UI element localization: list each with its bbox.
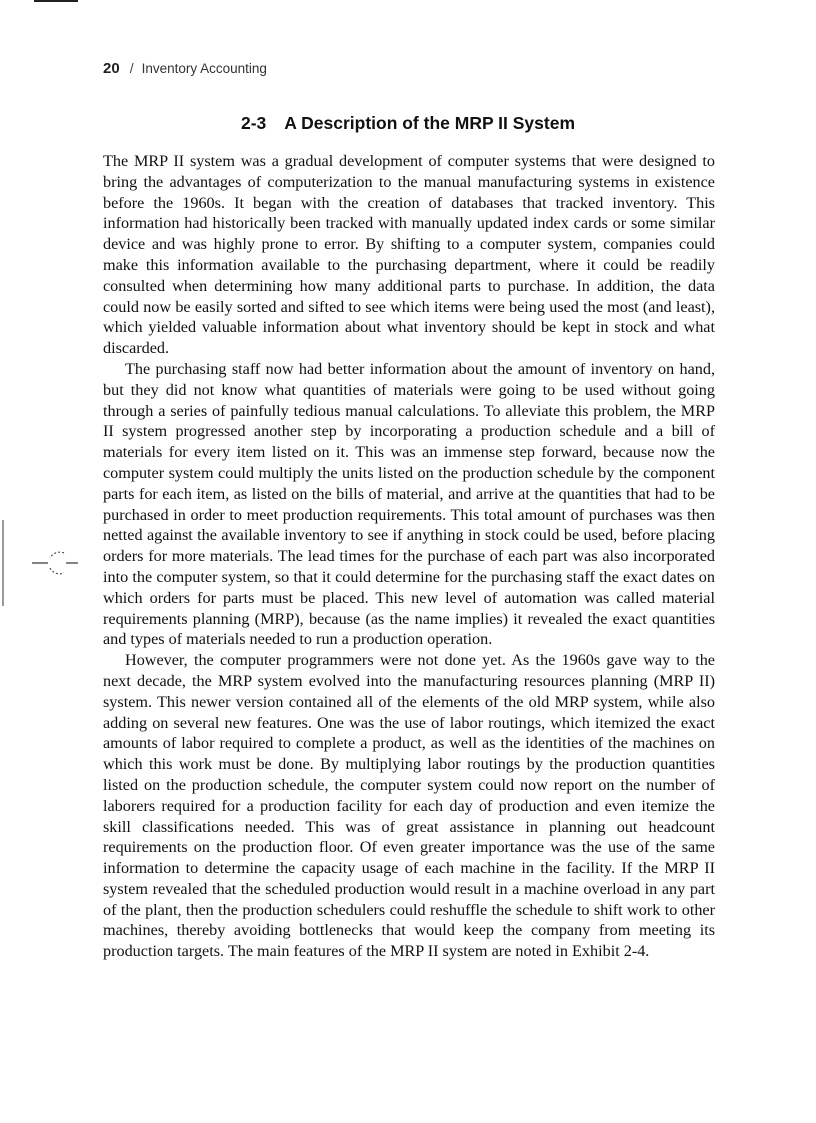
book-title: Inventory Accounting xyxy=(141,61,267,76)
paragraph-2: The purchasing staff now had better information about the amount of inventory on hand, but they did not know what quantities of materials were going to be used without going through a series of painfully tedious manual calculations. To alleviate this problem, the MRP II system progressed another step by incorporating a production schedule and a bill of materials for every item listed on it. This was an immense step forward, because now the computer system could multiply the units listed on the production schedule by the component parts for each item, as listed on the bills of material, and arrive at the quantities that had to be purchased in order to meet production requirements. This total amount of purchases was then netted against the available inventory to see if anything in stock could be used, before placing orders for more materials. The lead times for the purchase of each part was also incorporated into the computer system, so that it could determine for the purchasing staff the exact dates on which orders for parts must be placed. This new level of automation was called material requirements planning (MRP), because (as the name implies) it revealed the exact quantities and types of materials needed to run a production operation. xyxy=(103,359,715,649)
running-head xyxy=(103,60,267,77)
paragraph-1: The MRP II system was a gradual development of computer systems that were designed to bring the advantages of computerization to the manual manufacturing systems in existence before the 1960s. It began with the creation of databases that tracked inventory. This information had historically been tracked with manually updated index cards or some similar device and was highly prone to error. By shifting to a computer system, companies could make this information available to the purchasing department, where it could be readily consulted when determining how many additional parts to purchase. In addition, the data could now be easily sorted and sifted to see which items were being used the most (and least), which yielded valuable information about what inventory should be kept in stock and what discarded. xyxy=(103,152,715,358)
body-text xyxy=(103,151,715,962)
section-heading xyxy=(0,113,816,134)
section-title: A Description of the MRP II System xyxy=(284,113,576,133)
running-head-separator: / xyxy=(129,60,134,76)
page-number: 20 xyxy=(103,60,120,77)
paragraph-3: However, the computer programmers were not done yet. As the 1960s gave way to the next decade, the MRP system evolved into the manufacturing resources planning (MRP II) system. This newer version contained all of the elements of the old MRP system, while also adding on several new features. One was the use of labor routings, which itemized the exact amounts of labor required to complete a product, as well as the identities of the machines on which this work must be done. By multiplying labor routings by the production quantities listed on the production schedule, the computer system could now report on the number of laborers required for a production facility for each day of production and even itemize the skill classifications needed. This was of great assistance in planning out headcount requirements on the production floor. Of even greater importance was the use of the same information to determine the capacity usage of each machine in the facility. If the MRP II system revealed that the scheduled production would result in a machine overload in any part of the plant, then the production schedulers could reshuffle the schedule to shift work to other machines, thereby avoiding bottlenecks that would keep the company from meeting its production targets. The main features of the MRP II system are noted in Exhibit 2-4. xyxy=(103,651,715,961)
top-rule xyxy=(34,0,78,2)
registration-mark-icon xyxy=(0,520,90,610)
section-number: 2-3 xyxy=(240,113,267,133)
